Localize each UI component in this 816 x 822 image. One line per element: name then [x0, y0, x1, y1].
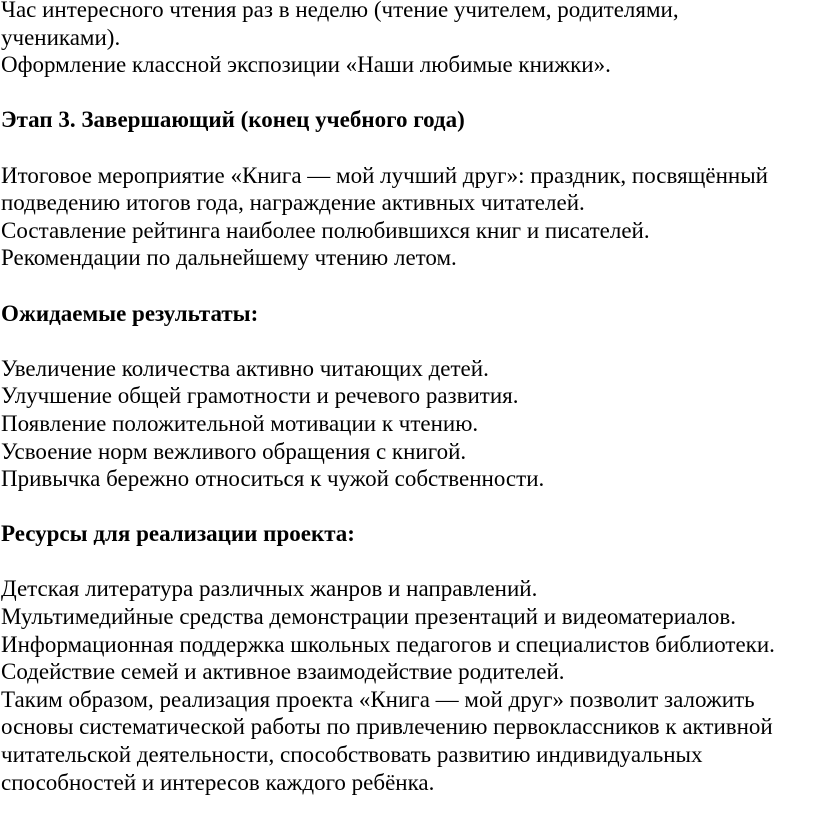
- stage3-section: [1, 106, 813, 272]
- text-line: Рекомендации по дальнейшему чтению летом.: [1, 245, 457, 271]
- text-line: Улучшение общей грамотности и речевого развития.: [1, 383, 519, 409]
- text-line: Содействие семей и активное взаимодействие родителей.: [1, 659, 565, 685]
- document-page: [1, 0, 813, 796]
- intro-section: [1, 0, 813, 79]
- paragraph-gap: [1, 327, 813, 355]
- stage3-heading: Этап 3. Завершающий (конец учебного года): [1, 107, 465, 133]
- paragraph-gap: [1, 79, 813, 107]
- results-section: [1, 300, 813, 493]
- text-line: читательской деятельности, способствовать развитию индивидуальных: [1, 742, 703, 768]
- text-line: подведению итогов года, награждение активных читателей.: [1, 190, 585, 216]
- text-line: Появление положительной мотивации к чтению.: [1, 410, 479, 436]
- paragraph-gap: [1, 548, 813, 576]
- text-line: Привычка бережно относиться к чужой собственности.: [1, 466, 545, 492]
- text-line: Составление рейтинга наиболее полюбившихся книг и писателей.: [1, 217, 650, 243]
- text-line: учениками).: [1, 24, 121, 50]
- results-heading: Ожидаемые результаты:: [1, 300, 259, 326]
- text-line: Информационная поддержка школьных педагогов и специалистов библиотеки.: [1, 631, 775, 657]
- text-line: Час интересного чтения раз в неделю (чтение учителем, родителями,: [1, 0, 679, 22]
- paragraph-gap: [1, 493, 813, 521]
- text-line: Таким образом, реализация проекта «Книга — мой друг» позволит заложить: [1, 686, 755, 712]
- resources-heading: Ресурсы для реализации проекта:: [1, 521, 355, 547]
- text-line: Увеличение количества активно читающих детей.: [1, 355, 489, 381]
- text-line: Усвоение норм вежливого обращения с книгой.: [1, 438, 467, 464]
- paragraph-gap: [1, 272, 813, 300]
- text-line: Итоговое мероприятие «Книга — мой лучший друг»: праздник, посвящённый: [1, 162, 768, 188]
- text-line: Мультимедийные средства демонстрации презентаций и видеоматериалов.: [1, 604, 737, 630]
- text-line: способностей и интересов каждого ребёнка.: [1, 769, 435, 795]
- text-line: Детская литература различных жанров и направлений.: [1, 576, 538, 602]
- resources-section: [1, 520, 813, 796]
- paragraph-gap: [1, 134, 813, 162]
- text-line: Оформление классной экспозиции «Наши любимые книжки».: [1, 52, 611, 78]
- text-line: основы систематической работы по привлечению первоклассников к активной: [1, 714, 773, 740]
